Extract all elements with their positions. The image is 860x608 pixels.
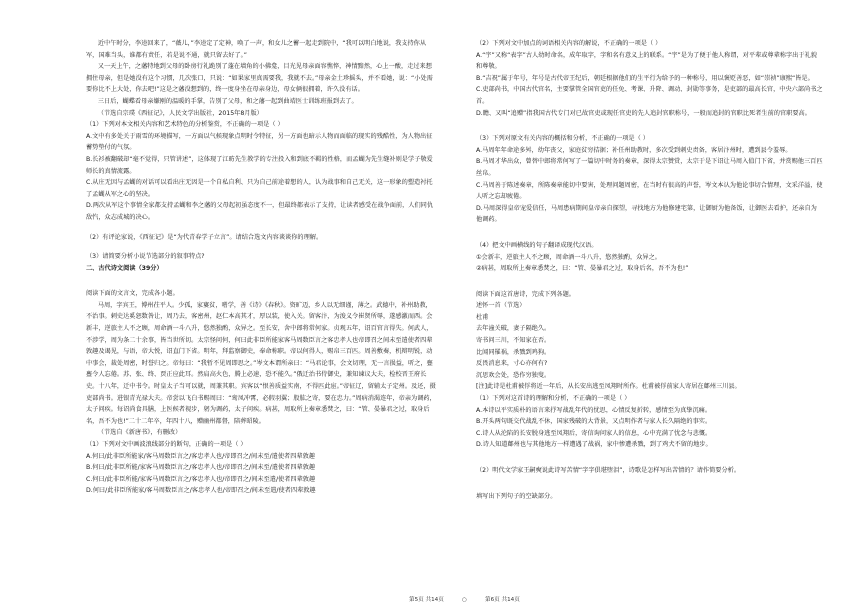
left-column-line: B.何曰/此非臣所能/家客马周数臣言之/客忠孝人也/帝即召之/间未至/遣使者四辈敦趣 [86, 464, 316, 472]
left-column-line: C.从庄无因与孟蝴的对话可以看出庄无因是一个自私自利、只为自己前途着想的人，认为战事和自己无关，这一形象的塑造衬托了孟蝴从军之心的坚决。 [86, 179, 433, 198]
left-column-line: （节选自宗璞《西征记》，人民文学出版社，2015年8月版） [97, 109, 263, 117]
right-column-line: [注]此诗是杜甫被俘将近一年后，从长安出逃至凤翔时所作。杜甫被俘前家人寄居在鄜州三川县。 [476, 383, 741, 391]
left-column-line: （1）下列对本文相关内容和艺术特色的分析鉴赏，不正确的一项是（ ） [86, 121, 284, 129]
right-page-number: 第6页 共14页 [485, 597, 520, 603]
right-column-line: D.瞻、又叫“追赠”指我国古代专门对已故官吏或现任官吏的先人追封官职称号，一般而追封的官职比死者生前的官职要高。 [476, 109, 811, 117]
right-column-spacer [476, 451, 823, 465]
left-column-line: （2）有评论家说，《西征记》是“为代青春学子立言”。请结合选文内容谈谈你的理解。 [86, 233, 323, 241]
right-column-line: （2）明代文学家王嗣奭说此诗写苦情“字字俱堪堕泪”，诗歌是怎样写出苦情的？请作简要分析。 [476, 467, 741, 474]
left-column-line: 二、古代诗文阅读（39分） [86, 264, 163, 272]
right-column-line: ①会新丰，逆旅主人不之顾，周命酒一斗八升，悠然独酌，众异之。 [476, 253, 661, 261]
left-page-number: 第5页 共14页 [409, 597, 444, 603]
right-column-line: 比闻同罹祸，杀戮到鸡狗。 [476, 348, 551, 356]
left-column-line: D.何曰/此非臣所能家/客马周数臣言之/客忠孝人也/帝即召之/间未至遣/使者四辈敦趣 [86, 487, 316, 495]
right-column-line: D.诗人知道鄜州也与其他地方一样遭遇了战祸，家中惨遭杀戮，到了鸡犬不留的地步。 [476, 441, 712, 449]
right-column-line: （1）下列对这首诗的理解和分析，不正确的一项是（ ） [476, 395, 631, 403]
right-column-line: B.开头两句既交代战乱不休，国家残破的大背景，又点明作者与家人长久隔绝的事实。 [476, 418, 712, 426]
right-column-line: D.马周深得皇帝宠爱信任，马周患病期间皇帝亲自探望，寻找地方为他修建宅第，让御厨为他备饭，让御医去看护，还亲自为他调药。 [476, 204, 817, 224]
right-column-line: （4）把文中画横线的句子翻译成现代汉语。 [476, 241, 598, 249]
right-column-line: B.“吉祝”属于年号，年号是古代帝王纪后，朝廷根据他们的生平行为给予的一种称号，用以褒贬善恶，如“崇祯”康熙“皆是。 [476, 74, 814, 82]
right-column-line: A.马周年年命途多舛，幼年丧父，家庭贫穷拮据；补任州助教时，多次受到刺史责备，客居汴州时，遭到县令羞辱。 [476, 146, 792, 154]
left-column-line: C.何曰/此非臣所能/家客马周数臣言之/客忠孝人也/帝即召之/间未至遣/使者四辈敦趣 [86, 475, 316, 483]
left-column-line: （1）下列对文中画波浪线部分的断句，正确的一项是（ ） [86, 441, 247, 448]
right-column-line: 杜甫 [476, 313, 489, 321]
right-column-line: 述怀一首（节选） [476, 302, 526, 310]
page-separator: ○ [462, 597, 467, 603]
right-column-line: 反畏消息来，寸心亦何有? [476, 360, 548, 368]
left-column-line: 马周，字宾王，博州茌平人。少孤，家寠贫，嗜学，善《诗》《春秋》。资旷迈，乡人以无细谨，薄之。武德中，补州助教，不治事。刺史达奚恕数咎让，周乃去，客密州，赵仁本高其才，厚以装，使入关。留客汴，为浚义令崔贤所辱，遂感激而西。会新丰，逆旅主人不之顾，周命酒一斗八升，悠然独酌，众异之。至长安，舍中郎将常何家。贞观五年，诏百官言得失。何武人，不涉学，周为条二十余事，皆当世所切。太宗怪问何，何曰此非臣所能家客马周数臣言之客忠孝人也帝即召之间未至遣使者四辈敦趣及谒见，与语，帝大悦，诏直门下省。明年，拜监察御史，奉命称职。帝以何得人，赐帛三百匹。周善敷奏，机辩明锐，动中事会，裁处周密，时誉归之。帝每曰：“我暂不见周即思之。”岑文本谓所亲曰：“马君论事，会文切理，无一言损益，听之，亹亹令人忘倦。苏、张、终、贾正应此耳。然肩高火色，腾上必速，恐不能久。”俄迁治书侍御史，兼知谏议大夫，检校晋王府长史。十八年，迁中书令。时皇太子当可以就，周兼其职。宾客以“恨善质益实南，不得匹此宦。”帝征辽，留辅太子定州。及还，摄吏部尚书。进银青光禄大夫。帝尝以飞白书赐周曰：“鸾凤冲霄，必假羽翼；股肱之寄，要在忠力。”周病消渴连年，帝亲为调药，太子问疾。每诏尚食具膳，上医候者视步，躬为调药，太子问疾。病甚，周取所上奏章悉焚之，曰：“管、晏暴君之过，取身后名，吾不为也!”二十二年卒，年四十八，赠幽州都督，陪葬昭陵。 [86, 301, 436, 425]
left-column-line: （节选自《新唐书》，有删改） [97, 429, 182, 437]
right-column [476, 38, 823, 502]
right-column-line: 寄书问三川，不知家在否。 [476, 337, 551, 345]
left-column-spacer [86, 243, 437, 251]
right-column-line: 填写出下列句子的空缺部分。 [476, 492, 557, 500]
right-column-line: （3）下列对原文有关内容的概括和分析，不正确的一项是（ ） [476, 135, 649, 143]
right-column-line: C.诗人从沦陷的长安脱身逃至凤翔后，寄信询问家人的信息，心中充满了忧念与悲慨。 [476, 429, 712, 437]
left-column [86, 38, 437, 497]
right-column-line: C.马周善于陈述奏章，所陈奏章能切中要害，处理问题周密，在当时有很高的声誉，岑文本认为他论事切合情理，文采洋溢，使人听之忘却疲倦。 [476, 181, 823, 201]
left-column-line: 又一天上午，之藩特地到父母的卧房行礼跪别了蓬在墙角的小佛龛，目光见母亲面容憔悴，神情黯然，心上一酸，走过来想拥住母亲，但是她没有这个习惯，几次张口，只说：“如果家里真需要我，我就不去。”母亲金土珍摇头，并不看她，说：“小处需要你比不上大处，你去吧!”这是之藩没想到的，终一度身坐在母亲身边，母女俩很拥着，许久没有话。 [86, 63, 433, 94]
right-column-line: B.马周才华出众，曾替中郎将常何写了一篇切中时务的奏章，深得太宗赞赏，太宗于是下诏让马周入值门下省，并赏赐他三百匹丝帛。 [476, 158, 823, 177]
left-column-line: 三日后，蝴蝶看母亲嫌刚的温暖的手掌，告别了父母，和之藩一起到曲靖医士训练班报到去了。 [97, 97, 358, 105]
right-column-line: A.“宇”又称“表字”古人幼时命名，成年取字，字和名有意义上的联系。“宇”是为了便于他人称谓，对平辈或尊辈称字出于礼貌和尊敬。 [476, 51, 817, 71]
left-column-line: B.长衫被翻破却“毫不觉得，只管讲述”，这体现了江昉先生教学的专注投入和到底不羁的性格，而孟蝴为先生缝补则是学子敬爱师长的真情流露。 [86, 155, 433, 175]
left-column-line: 近中午时分，李逵回来了，“薇儿，”李逵定了定神，唤了一声，和女儿之蓄一起走到院中，“我可以明白地说，我支持你从军，国难当头，谁都有责任，若是说不通，就只留去好了。” [86, 40, 427, 59]
left-column-line: A.何曰/此非臣所能家/客马周数臣言之/客忠孝人也/帝即召之/间未至/遣使者四辈敦趣 [86, 452, 315, 460]
right-column-line: 沉思欢会处，恐作穷独叟。 [476, 371, 551, 379]
right-column-line: 去年潼关破，妻子隔绝久。 [476, 325, 551, 333]
left-column-line: A.文中有多处关于雨雪的环境描写，一方面以气候现象点明时令特征，另一方面也暗示人物而面临的现实的残酷性，为人物出征蓄势垫付的气氛。 [86, 132, 433, 152]
right-column-line: （2）下列对文中加点的词语相关内容的解说，不正确的一项是（ ） [476, 40, 662, 47]
right-column-line: C.吏部尚书，中国古代官名，主要掌管全国官吏的任免、考课、升降、调动、封勋等事务，是吏部的最高长官，中央六部尚书之首。 [476, 86, 823, 105]
left-column-line: 阅读下面的文言文，完成各小题。 [86, 290, 179, 298]
right-column-spacer [476, 477, 823, 491]
left-column-line: （3）请简要分析小说节选部分的叙事特点? [86, 253, 205, 261]
right-column-line: ②病甚，周取所上奏章悉焚之，曰：“管、晏暴君之过，取身后名，吾不为也!” [476, 265, 689, 273]
left-column-spacer [86, 224, 437, 232]
right-column-line: A.本诗以平实质朴的语言来抒写战乱年代的忧思，心情反复折转，感情至为真挚沉痛。 [476, 406, 712, 414]
right-column-spacer [476, 119, 823, 133]
right-column-spacer [476, 275, 823, 289]
left-column-line: D.两次从军这个事情全家都支持孟蝴和李之藩的父母起初虽态度不一，但最终都表示了支持，让读者感受在战争面前，人们同仇敌忾，众志成城的决心。 [86, 202, 434, 221]
right-column-spacer [476, 226, 823, 240]
right-column-line: 阅读下面这首唐诗，完成下列各题。 [476, 290, 575, 298]
left-column-spacer [86, 274, 437, 288]
